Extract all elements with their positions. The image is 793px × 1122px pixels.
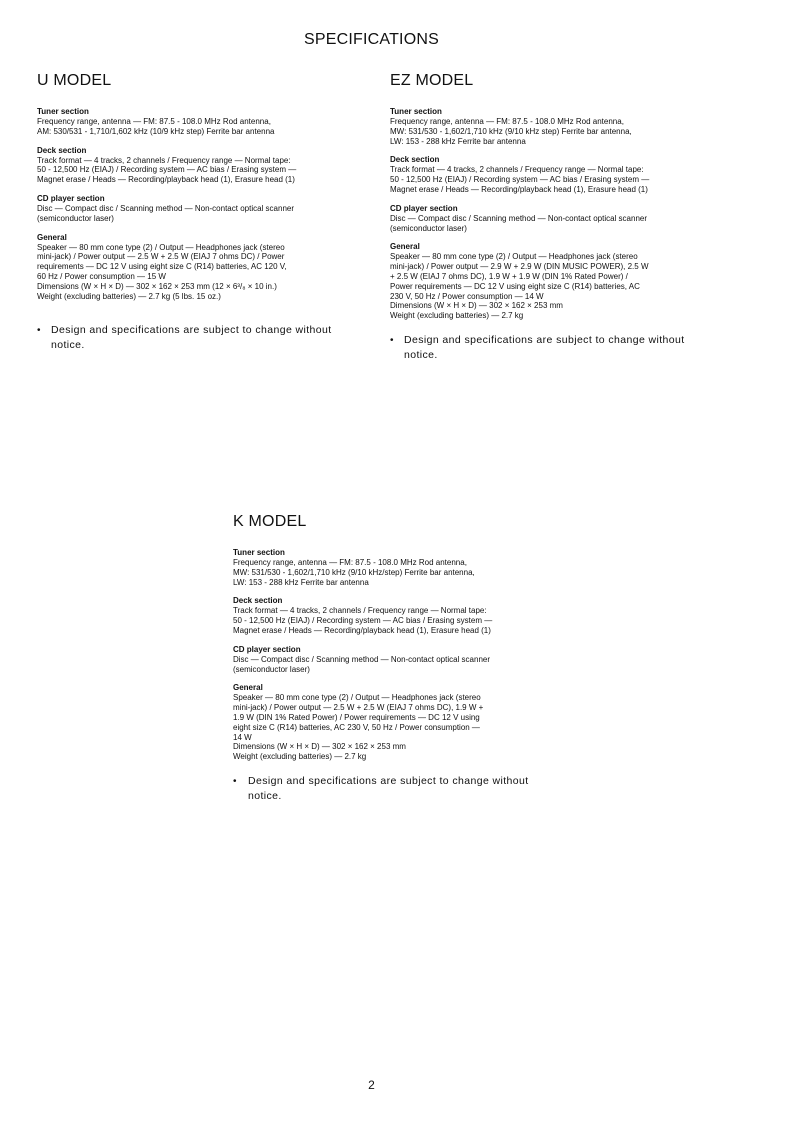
spec-line: LW: 153 - 288 kHz Ferrite bar antenna [233, 577, 369, 587]
bullet-icon: • [37, 325, 41, 337]
spec-section-cd-player [37, 194, 357, 224]
spec-section-deck [233, 596, 573, 635]
section-title: General [233, 683, 263, 693]
bullet-icon: • [390, 334, 394, 346]
spec-line: Magnet erase / Heads — Recording/playback head (1), Erasure head (1) [233, 625, 491, 635]
spec-line: Magnet erase / Heads — Recording/playback head (1), Erasure head (1) [37, 175, 295, 185]
spec-line: mini-jack) / Power output — 2.5 W + 2.5 W (EIAJ 7 ohms DC) / Power [37, 252, 285, 262]
spec-line: 1.9 W (DIN 1% Rated Power) / Power requirements — DC 12 V using [233, 712, 480, 722]
spec-section-cd-player [233, 645, 573, 675]
spec-line: 50 - 12,500 Hz (EIAJ) / Recording system — AC bias / Erasing system — [390, 175, 650, 185]
spec-line: Disc — Compact disc / Scanning method — Non-contact optical scanner [233, 654, 491, 664]
spec-line: Disc — Compact disc / Scanning method — Non-contact optical scanner [37, 203, 295, 213]
spec-line: MW: 531/530 - 1,602/1,710 kHz (9/10 kHz/step) Ferrite bar antenna, [233, 567, 475, 577]
spec-section-tuner [233, 548, 573, 587]
model-heading: K MODEL [233, 513, 307, 530]
section-title: CD player section [233, 644, 301, 654]
spec-line: LW: 153 - 288 kHz Ferrite bar antenna [390, 136, 526, 146]
model-heading: EZ MODEL [390, 72, 474, 89]
spec-line: 14 W [233, 732, 252, 742]
spec-line: Frequency range, antenna — FM: 87.5 - 108.0 MHz Rod antenna, [390, 117, 624, 126]
section-title: General [37, 232, 67, 242]
spec-line: 230 V, 50 Hz / Power consumption — 14 W [390, 291, 544, 301]
section-title: Tuner section [233, 548, 285, 557]
spec-line: Power requirements — DC 12 V using eight size C (R14) batteries, AC [390, 281, 640, 291]
spec-line: Track format — 4 tracks, 2 channels / Frequency range — Normal tape: [233, 606, 487, 616]
spec-line: Disc — Compact disc / Scanning method — Non-contact optical scanner [390, 213, 648, 223]
spec-line: Dimensions (W × H × D) — 302 × 162 × 253 mm (12 × 6³/₈ × 10 in.) [37, 281, 277, 291]
bullet-icon: • [233, 775, 237, 787]
spec-line: eight size C (R14) batteries, AC 230 V, 50 Hz / Power consumption — [233, 722, 480, 732]
section-title: Deck section [37, 145, 87, 155]
spec-line: Magnet erase / Heads — Recording/playback head (1), Erasure head (1) [390, 184, 648, 194]
note-line: Design and specifications are subject to change without [51, 324, 332, 337]
spec-line: (semiconductor laser) [233, 664, 310, 674]
spec-line: Speaker — 80 mm cone type (2) / Output — Headphones jack (stereo [233, 693, 481, 703]
model-block-u [37, 72, 357, 353]
page-title: SPECIFICATIONS [304, 31, 439, 48]
page-number: 2 [368, 1078, 375, 1092]
note-line: notice. [404, 348, 438, 361]
spec-line: Weight (excluding batteries) — 2.7 kg [233, 752, 367, 762]
spec-line: (semiconductor laser) [37, 213, 114, 223]
spec-line: (semiconductor laser) [390, 223, 467, 233]
spec-line: 50 - 12,500 Hz (EIAJ) / Recording system — AC bias / Erasing system — [233, 616, 493, 626]
spec-section-deck [37, 146, 357, 185]
section-title: Deck section [390, 155, 440, 165]
spec-line: requirements — DC 12 V using eight size C (R14) batteries, AC 120 V, [37, 262, 287, 272]
spec-line: Speaker — 80 mm cone type (2) / Output — Headphones jack (stereo [390, 252, 638, 262]
change-notice [390, 333, 730, 363]
note-line: Design and specifications are subject to change without [404, 333, 685, 346]
change-notice [233, 774, 573, 804]
spec-section-deck [390, 155, 730, 194]
section-title: Deck section [233, 596, 283, 606]
spec-line: MW: 531/530 - 1,602/1,710 kHz (9/10 kHz step) Ferrite bar antenna, [390, 126, 632, 136]
model-block-ez [390, 72, 730, 363]
spec-line: mini-jack) / Power output — 2.9 W + 2.9 W (DIN MUSIC POWER), 2.5 W [390, 262, 649, 272]
spec-section-tuner [390, 107, 730, 146]
note-line: Design and specifications are subject to change without [248, 774, 529, 787]
spec-line: Weight (excluding batteries) — 2.7 kg [390, 311, 524, 321]
spec-section-tuner [37, 107, 357, 137]
spec-line: Speaker — 80 mm cone type (2) / Output — Headphones jack (stereo [37, 242, 285, 252]
section-title: CD player section [37, 193, 105, 203]
note-line: notice. [248, 789, 282, 802]
section-title: Tuner section [37, 107, 89, 116]
spec-line: Track format — 4 tracks, 2 channels / Frequency range — Normal tape: [37, 155, 291, 165]
change-notice [37, 323, 357, 353]
spec-line: 50 - 12,500 Hz (EIAJ) / Recording system — AC bias / Erasing system — [37, 165, 297, 175]
spec-line: AM: 530/531 - 1,710/1,602 kHz (10/9 kHz step) Ferrite bar antenna [37, 126, 275, 136]
spec-line: Dimensions (W × H × D) — 302 × 162 × 253 mm [390, 301, 563, 311]
spec-line: Track format — 4 tracks, 2 channels / Frequency range — Normal tape: [390, 165, 644, 175]
spec-line: 60 Hz / Power consumption — 15 W [37, 271, 166, 281]
spec-line: + 2.5 W (EIAJ 7 ohms DC), 1.9 W + 1.9 W (DIN 1% Rated Power) / [390, 271, 628, 281]
spec-line: Frequency range, antenna — FM: 87.5 - 108.0 MHz Rod antenna, [37, 117, 271, 126]
note-line: notice. [51, 339, 85, 352]
spec-line: mini-jack) / Power output — 2.5 W + 2.5 W (EIAJ 7 ohms DC), 1.9 W + [233, 703, 484, 713]
spec-line: Frequency range, antenna — FM: 87.5 - 108.0 MHz Rod antenna, [233, 558, 467, 567]
spec-section-general [390, 242, 730, 321]
model-heading: U MODEL [37, 72, 112, 89]
section-title: Tuner section [390, 107, 442, 116]
spec-section-general [37, 233, 357, 302]
spec-line: Weight (excluding batteries) — 2.7 kg (5 lbs. 15 oz.) [37, 291, 221, 301]
spec-line: Dimensions (W × H × D) — 302 × 162 × 253 mm [233, 742, 406, 752]
model-block-k [233, 513, 573, 804]
section-title: General [390, 242, 420, 252]
section-title: CD player section [390, 203, 458, 213]
spec-section-general [233, 683, 573, 762]
spec-section-cd-player [390, 204, 730, 234]
